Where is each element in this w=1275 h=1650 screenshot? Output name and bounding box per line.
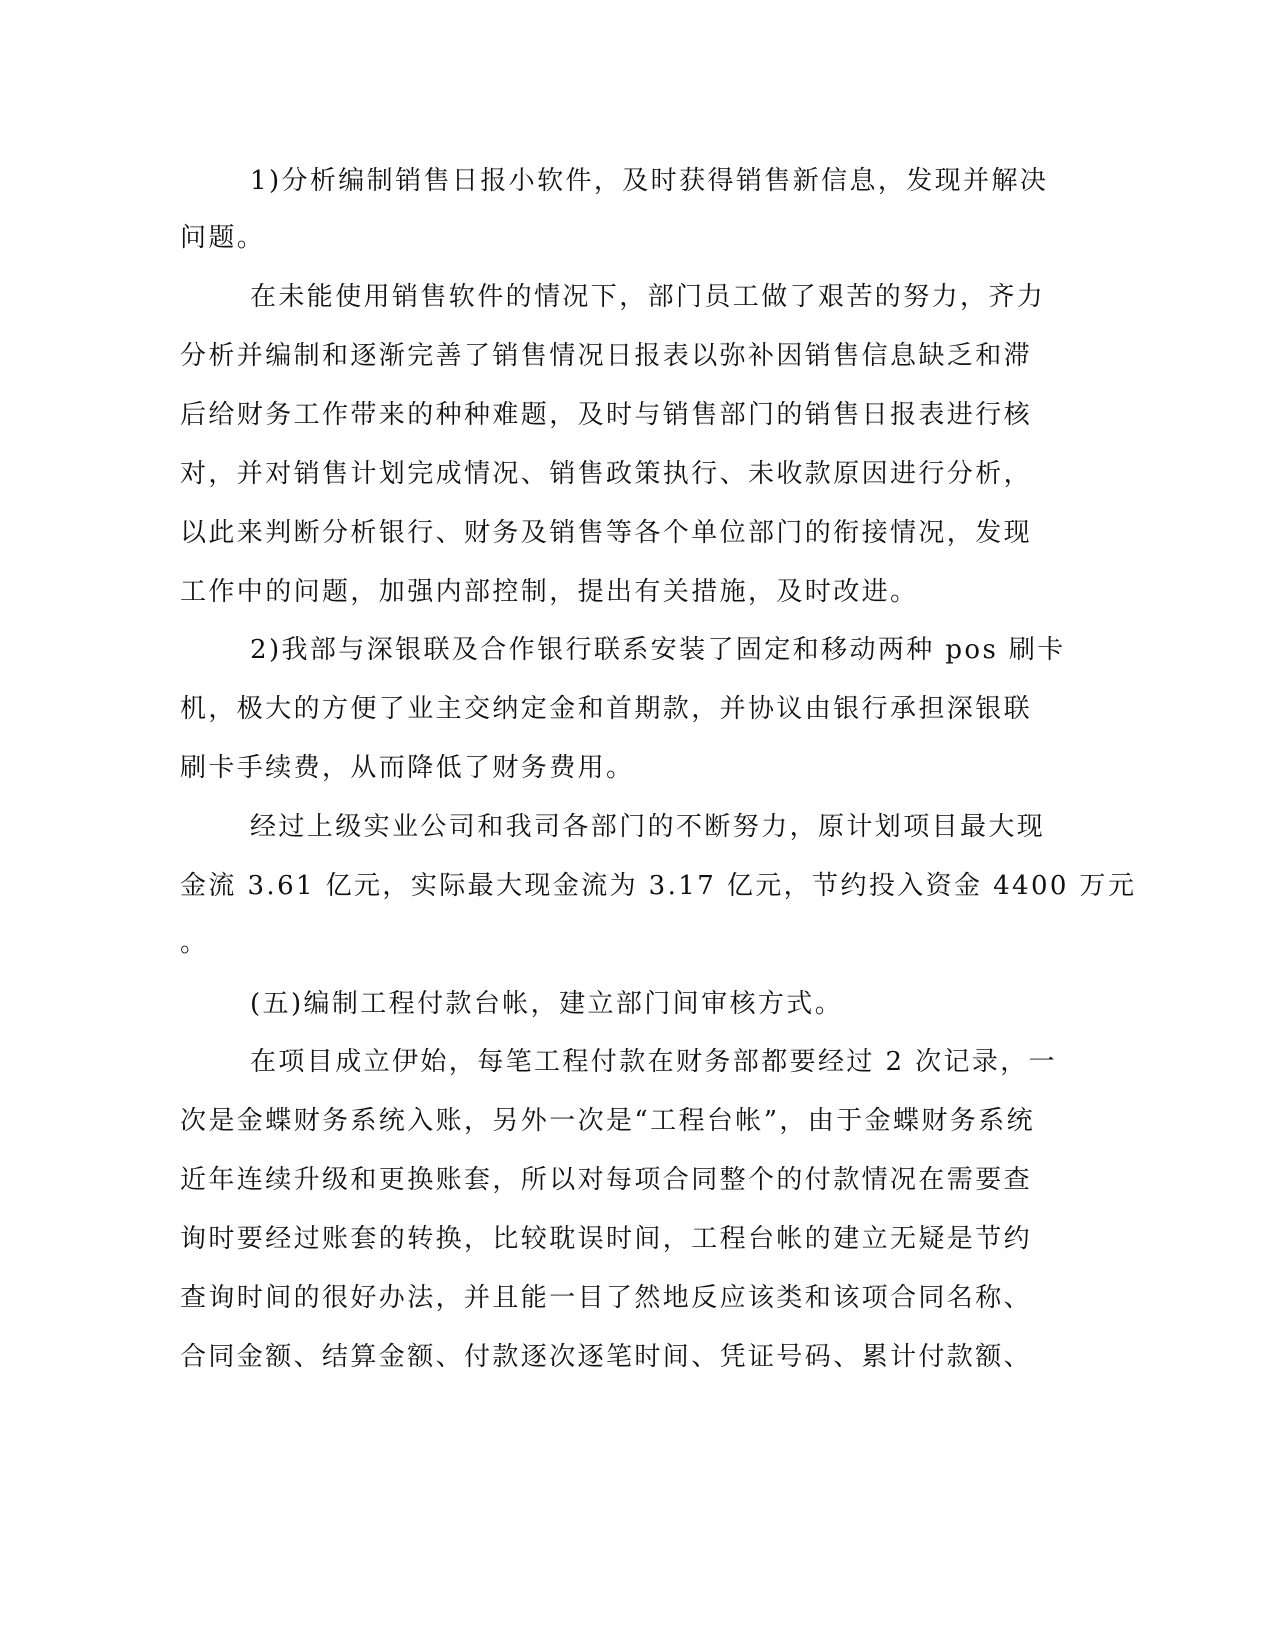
paragraph-line: 对，并对销售计划完成情况、销售政策执行、未收款原因进行分析， xyxy=(180,459,1033,489)
paragraph-line: 合同金额、结算金额、付款逐次逐笔时间、凭证号码、累计付款额、 xyxy=(180,1342,1033,1372)
paragraph-line: 机，极大的方便了业主交纳定金和首期款，并协议由银行承担深银联 xyxy=(180,694,1033,724)
paragraph-line: 经过上级实业公司和我司各部门的不断努力，原计划项目最大现 xyxy=(250,812,1046,842)
paragraph-line: 刷卡手续费，从而降低了财务费用。 xyxy=(180,753,635,783)
paragraph-line: 工作中的问题，加强内部控制，提出有关措施，及时改进。 xyxy=(180,577,919,607)
paragraph-line: 问题。 xyxy=(180,223,266,253)
paragraph-line: 分析并编制和逐渐完善了销售情况日报表以弥补因销售信息缺乏和滞 xyxy=(180,341,1033,371)
paragraph-line: 以此来判断分析银行、财务及销售等各个单位部门的衔接情况，发现 xyxy=(180,518,1033,548)
paragraph-line: 次是金蝶财务系统入账，另外一次是“工程台帐”，由于金蝶财务系统 xyxy=(180,1106,1035,1136)
paragraph-line: 2)我部与深银联及合作银行联系安装了固定和移动两种 pos 刷卡 xyxy=(250,635,1066,665)
section-heading: (五)编制工程付款台帐，建立部门间审核方式。 xyxy=(250,989,844,1019)
paragraph-line: 金流 3.61 亿元，实际最大现金流为 3.17 亿元，节约投入资金 4400 万元 xyxy=(180,871,1137,901)
paragraph-line: 在项目成立伊始，每笔工程付款在财务部都要经过 2 次记录，一 xyxy=(250,1047,1058,1077)
paragraph-line: 在未能使用销售软件的情况下，部门员工做了艰苦的努力，齐力 xyxy=(250,282,1046,312)
paragraph-line: 询时要经过账套的转换，比较耽误时间，工程台帐的建立无疑是节约 xyxy=(180,1224,1033,1254)
paragraph-line: 查询时间的很好办法，并且能一目了然地反应该类和该项合同名称、 xyxy=(180,1283,1033,1313)
paragraph-line: 后给财务工作带来的种种难题，及时与销售部门的销售日报表进行核 xyxy=(180,400,1033,430)
paragraph-line: 。 xyxy=(180,928,209,958)
paragraph-line: 1)分析编制销售日报小软件，及时获得销售新信息，发现并解决 xyxy=(250,166,1049,196)
paragraph-line: 近年连续升级和更换账套，所以对每项合同整个的付款情况在需要查 xyxy=(180,1165,1033,1195)
